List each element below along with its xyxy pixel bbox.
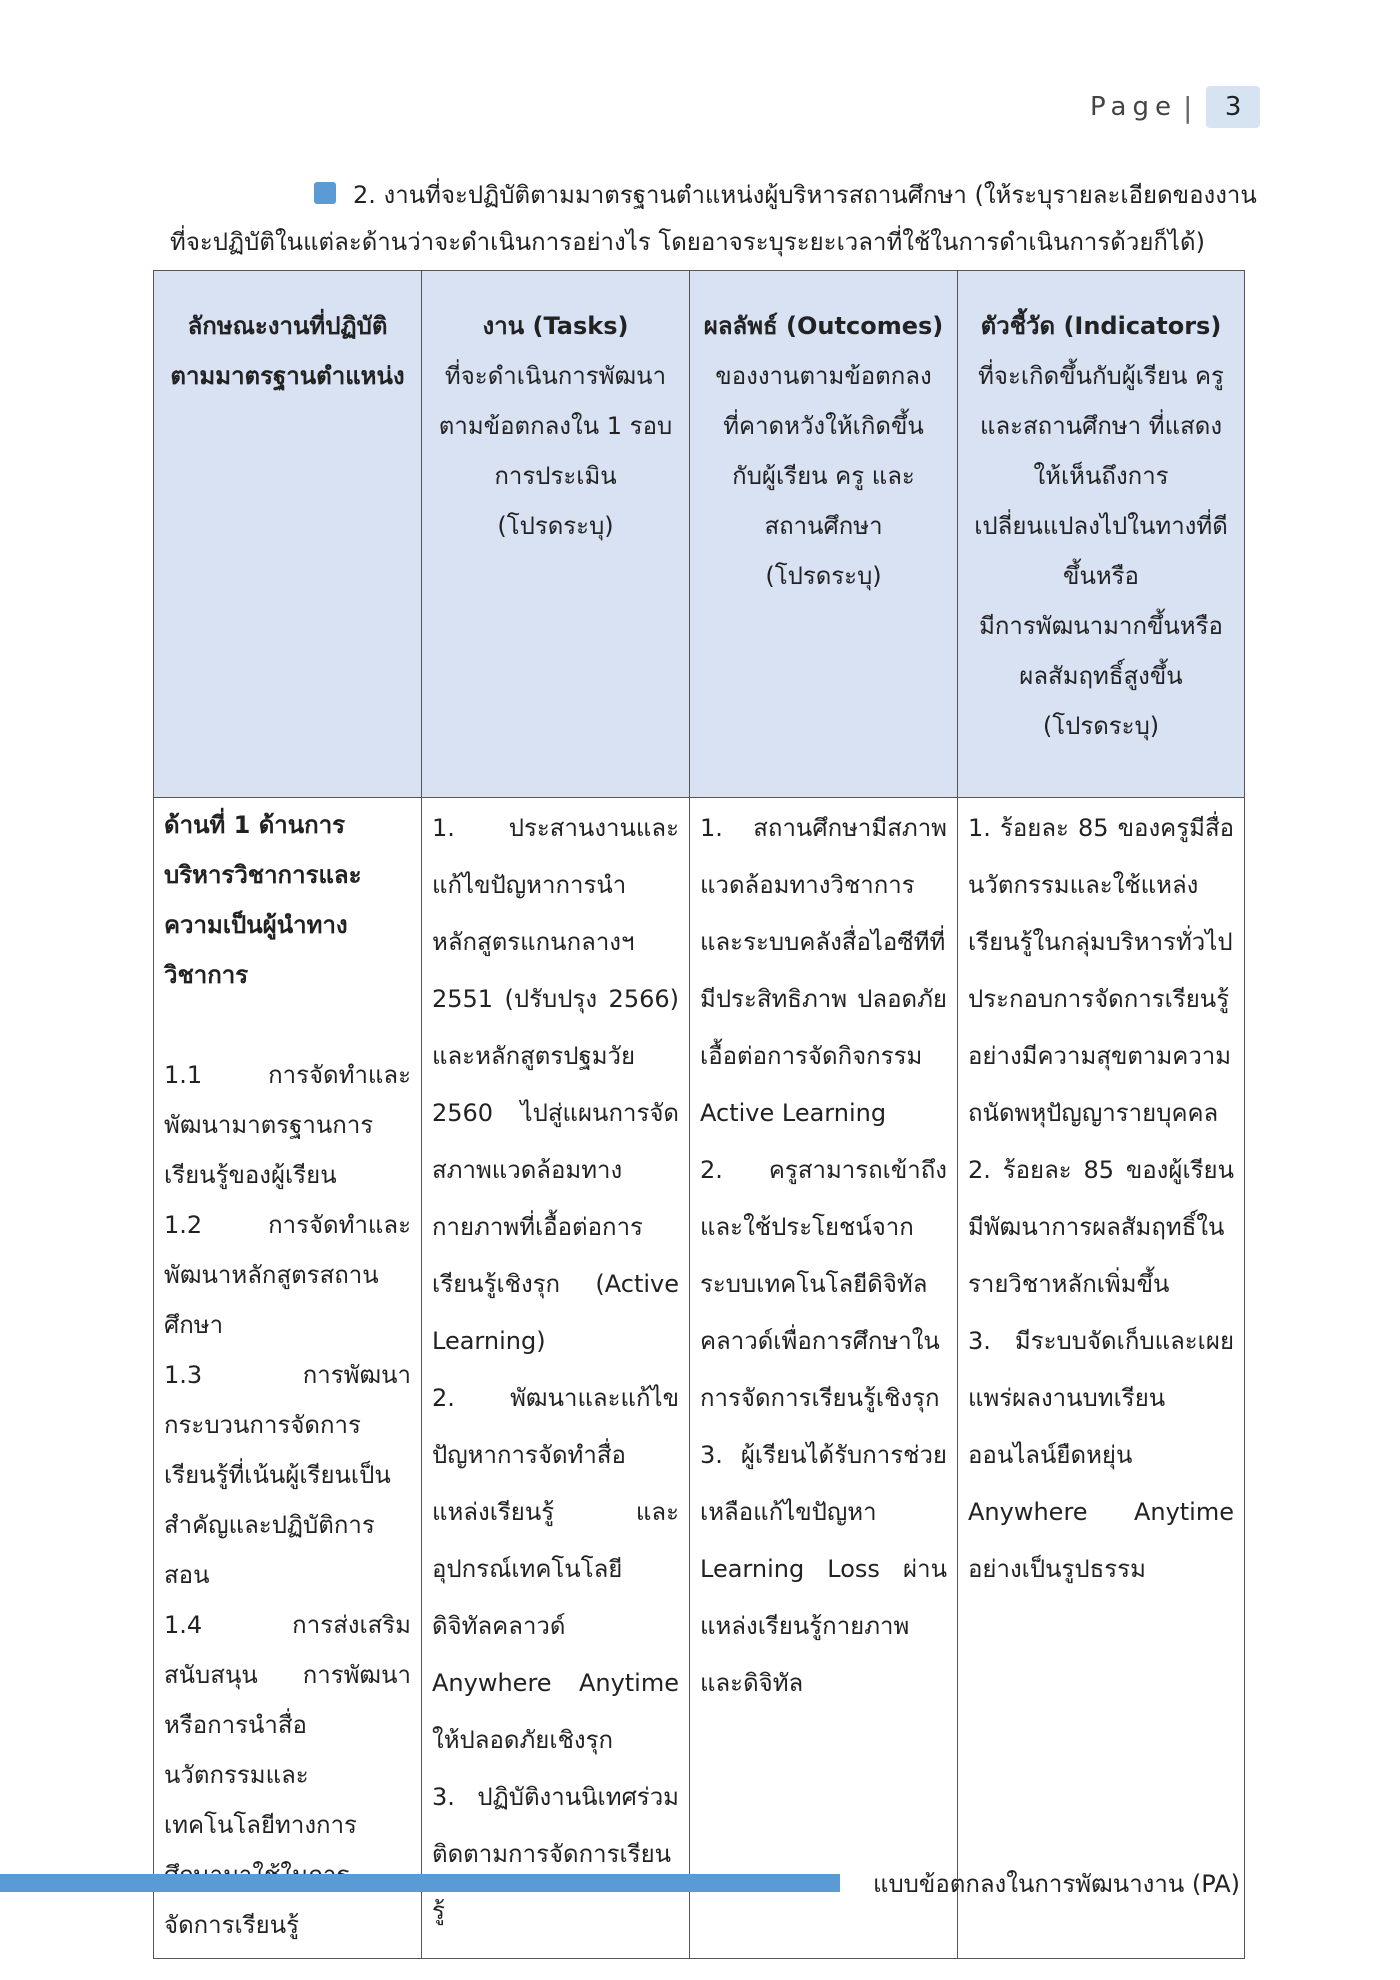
- header-line: ที่คาดหวังให้เกิดขึ้น: [723, 412, 924, 440]
- intro-text-2: ที่จะปฏิบัติในแต่ละด้านว่าจะดำเนินการอย่างไร โดยอาจระบุระยะเวลาที่ใช้ในการดำเนินการด้วยก็ได้): [170, 228, 1205, 256]
- header-line: สถานศึกษา: [764, 512, 883, 540]
- header-line: (โปรดระบุ): [765, 562, 882, 590]
- header-cell-standard: [154, 271, 422, 798]
- section-intro: [170, 172, 1257, 266]
- page-separator: |: [1182, 90, 1193, 124]
- cell-outcomes: [690, 798, 958, 1959]
- header-cell-outcomes: [690, 271, 958, 798]
- header-line: (โปรดระบุ): [1042, 712, 1160, 740]
- indicator-item: 1. ร้อยละ 85 ของครูมีสื่อนวัตกรรมและใช้แหล่งเรียนรู้ในกลุ่มบริหารทั่วไปประกอบการจัดการเรียนรู้อย่างมีความสุขตามความถนัดพหุปัญญารายบุคคล: [968, 814, 1234, 1127]
- standard-item: 1.1 การจัดทำและพัฒนามาตรฐานการเรียนรู้ของผู้เรียน: [164, 1061, 411, 1189]
- page-label: Page: [1090, 92, 1177, 122]
- standard-item: 1.2 การจัดทำและพัฒนาหลักสูตรสถานศึกษา: [164, 1211, 411, 1339]
- square-bullet-icon: [314, 182, 336, 204]
- standard-item: 1.4 การส่งเสริม สนับสนุน การพัฒนาหรือการนำสื่อ นวัตกรรมและเทคโนโลยีทางการ จัดการเรียนรู้: [164, 1611, 411, 1939]
- header-title: ผลลัพธ์ (Outcomes): [703, 312, 944, 340]
- header-line: และสถานศึกษา ที่แสดง: [979, 412, 1223, 440]
- footer-bar: [0, 1874, 840, 1892]
- header-line: ตามข้อตกลงใน 1 รอบ: [438, 412, 673, 440]
- page-number: 3: [1206, 86, 1260, 128]
- intro-line-1: [170, 172, 1257, 219]
- header-line: เปลี่ยนแปลงไปในทางที่ดี: [974, 512, 1228, 540]
- header-line: (โปรดระบุ): [497, 512, 614, 540]
- header-line: ที่จะดำเนินการพัฒนา: [444, 362, 667, 390]
- header-line: กับผู้เรียน ครู และ: [732, 462, 915, 490]
- footer-title: แบบข้อตกลงในการพัฒนางาน (PA): [872, 1870, 1240, 1898]
- indicator-item: 3. มีระบบจัดเก็บและเผยแพร่ผลงานบทเรียนออนไลน์ยืดหยุ่น Anywhere Anytime อย่างเป็นรูปธรรม: [968, 1327, 1234, 1583]
- header-line: การประเมิน: [494, 462, 617, 490]
- header-title: ลักษณะงานที่ปฏิบัติ: [187, 312, 388, 340]
- header-line: ของงานตามข้อตกลง: [715, 362, 932, 390]
- table-header-row: [154, 271, 1245, 798]
- task-item: 1. ประสานงานและแก้ไขปัญหาการนำหลักสูตรแกนกลางฯ 2551 (ปรับปรุง 2566) และหลักสูตรปฐมวัย 2560 ไปสู่แผนการจัดสภาพแวดล้อมทางกายภาพที่เอื้อต่อการเรียนรู้เชิงรุก (Active Learning): [432, 814, 679, 1355]
- cell-indicators: [958, 798, 1245, 1959]
- table-row: [154, 798, 1245, 1959]
- task-item: 2. พัฒนาและแก้ไขปัญหาการจัดทำสื่อแหล่งเรียนรู้ และอุปกรณ์เทคโนโลยีดิจิทัลคลาวด์ Anywhere Anytime ให้ปลอดภัยเชิงรุก: [432, 1384, 679, 1754]
- standard-item: 1.3 การพัฒนากระบวนการจัดการเรียนรู้ที่เน้นผู้เรียนเป็นสำคัญและปฏิบัติการสอน: [164, 1361, 411, 1589]
- outcome-item: 2. ครูสามารถเข้าถึงและใช้ประโยชน์จากระบบเทคโนโลยีดิจิทัลคลาวด์เพื่อการศึกษาในการจัดการเรียนรู้เชิงรุก: [700, 1156, 947, 1412]
- header-title: ตามมาตรฐานตำแหน่ง: [170, 362, 405, 390]
- header-line: ผลสัมฤทธิ์สูงขึ้น: [1019, 662, 1183, 690]
- intro-text-1: 2. งานที่จะปฏิบัติตามมาตรฐานตำแหน่งผู้บริหารสถานศึกษา (ให้ระบุรายละเอียดของงาน: [353, 181, 1257, 209]
- domain-title: ด้านที่ 1 ด้านการบริหารวิชาการและความเป็นผู้นำทางวิชาการ: [164, 811, 362, 989]
- header-line: มีการพัฒนามากขึ้นหรือ: [979, 612, 1223, 640]
- header-cell-indicators: [958, 271, 1245, 798]
- cell-tasks: [422, 798, 690, 1959]
- cell-standard: [154, 798, 422, 1959]
- header-line: ที่จะเกิดขึ้นกับผู้เรียน ครู: [978, 362, 1224, 390]
- header-cell-tasks: [422, 271, 690, 798]
- header-title: ตัวชี้วัด (Indicators): [980, 312, 1222, 340]
- pa-table: [153, 270, 1245, 1959]
- task-item: 3. ปฏิบัติงานนิเทศร่วมติดตามการจัดการเรียนรู้: [432, 1783, 679, 1925]
- outcome-item: 3. ผู้เรียนได้รับการช่วยเหลือแก้ไขปัญหา Learning Loss ผ่านแหล่งเรียนรู้กายภาพและดิจิทัล: [700, 1441, 947, 1697]
- header-line: ขึ้นหรือ: [1063, 562, 1139, 590]
- page-header: [1090, 86, 1260, 128]
- outcome-item: 1. สถานศึกษามีสภาพแวดล้อมทางวิชาการและระบบคลังสื่อไอซีทีที่มีประสิทธิภาพ ปลอดภัย เอื้อต่อการจัดกิจกรรม Active Learning: [700, 814, 947, 1127]
- indicator-item: 2. ร้อยละ 85 ของผู้เรียนมีพัฒนาการผลสัมฤทธิ์ในรายวิชาหลักเพิ่มขึ้น: [968, 1156, 1234, 1298]
- header-line: ให้เห็นถึงการ: [1033, 462, 1169, 490]
- header-title: งาน (Tasks): [482, 312, 629, 340]
